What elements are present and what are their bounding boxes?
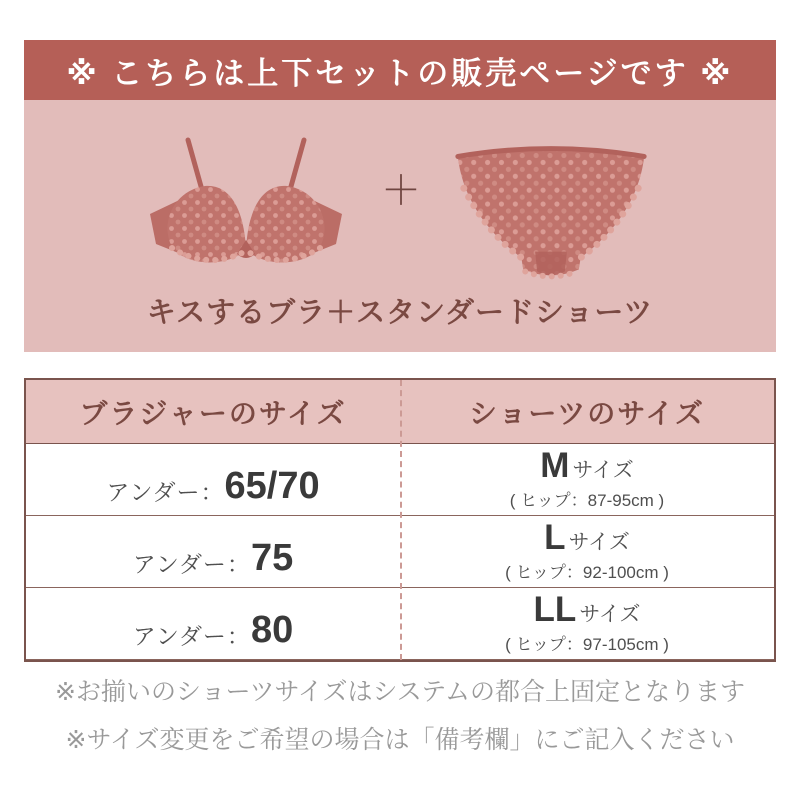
size-suffix: サイズ [579,602,641,626]
shorts-size-cell [400,588,774,659]
under-value: 75 [250,537,294,579]
shorts-size-cell [400,516,774,587]
bra-size-cell [26,516,400,587]
bra-size-cell [26,588,400,659]
plus-icon: ＋ [381,169,421,213]
column-divider [400,380,402,660]
under-label: アンダー： [106,479,225,505]
under-value: 80 [250,609,294,651]
footnotes [0,668,800,764]
lace-bra-icon [142,134,350,284]
shorts-size-column-header: ショーツのサイズ [468,397,706,429]
hip-range: ( ヒップ：87-95cm ) [509,491,665,511]
size-table [24,378,776,662]
under-label: アンダー： [132,551,251,577]
hip-range: ( ヒップ：97-105cm ) [505,635,669,655]
size-letter: LL [533,589,577,629]
set-sale-banner [24,40,776,100]
product-name: キスするブラ＋スタンダードショーツ [146,297,654,329]
shorts-size-cell [400,444,774,515]
note-remarks-field: ※サイズ変更をご希望の場合は「備考欄」にご記入ください [65,726,735,754]
product-hero [24,100,776,352]
size-letter: L [544,517,566,557]
note-fixed-size: ※お揃いのショーツサイズはシステムの都合上固定となります [55,678,745,706]
bra-size-column-header: ブラジャーのサイズ [79,397,347,429]
shorts-image [442,130,660,288]
banner-text: ※ こちらは上下セットの販売ページです ※ [66,55,734,91]
shorts-size-line [544,517,630,557]
lace-shorts-icon [442,130,660,288]
size-suffix: サイズ [572,458,634,482]
under-label: アンダー： [132,623,251,649]
shorts-size-line [533,589,641,629]
size-letter: M [540,445,570,485]
bra-size-cell [26,444,400,515]
size-suffix: サイズ [568,530,630,554]
hip-range: ( ヒップ：92-100cm ) [505,563,669,583]
bra-image [142,134,350,284]
shorts-size-line [540,445,634,485]
under-value: 65/70 [224,465,320,507]
